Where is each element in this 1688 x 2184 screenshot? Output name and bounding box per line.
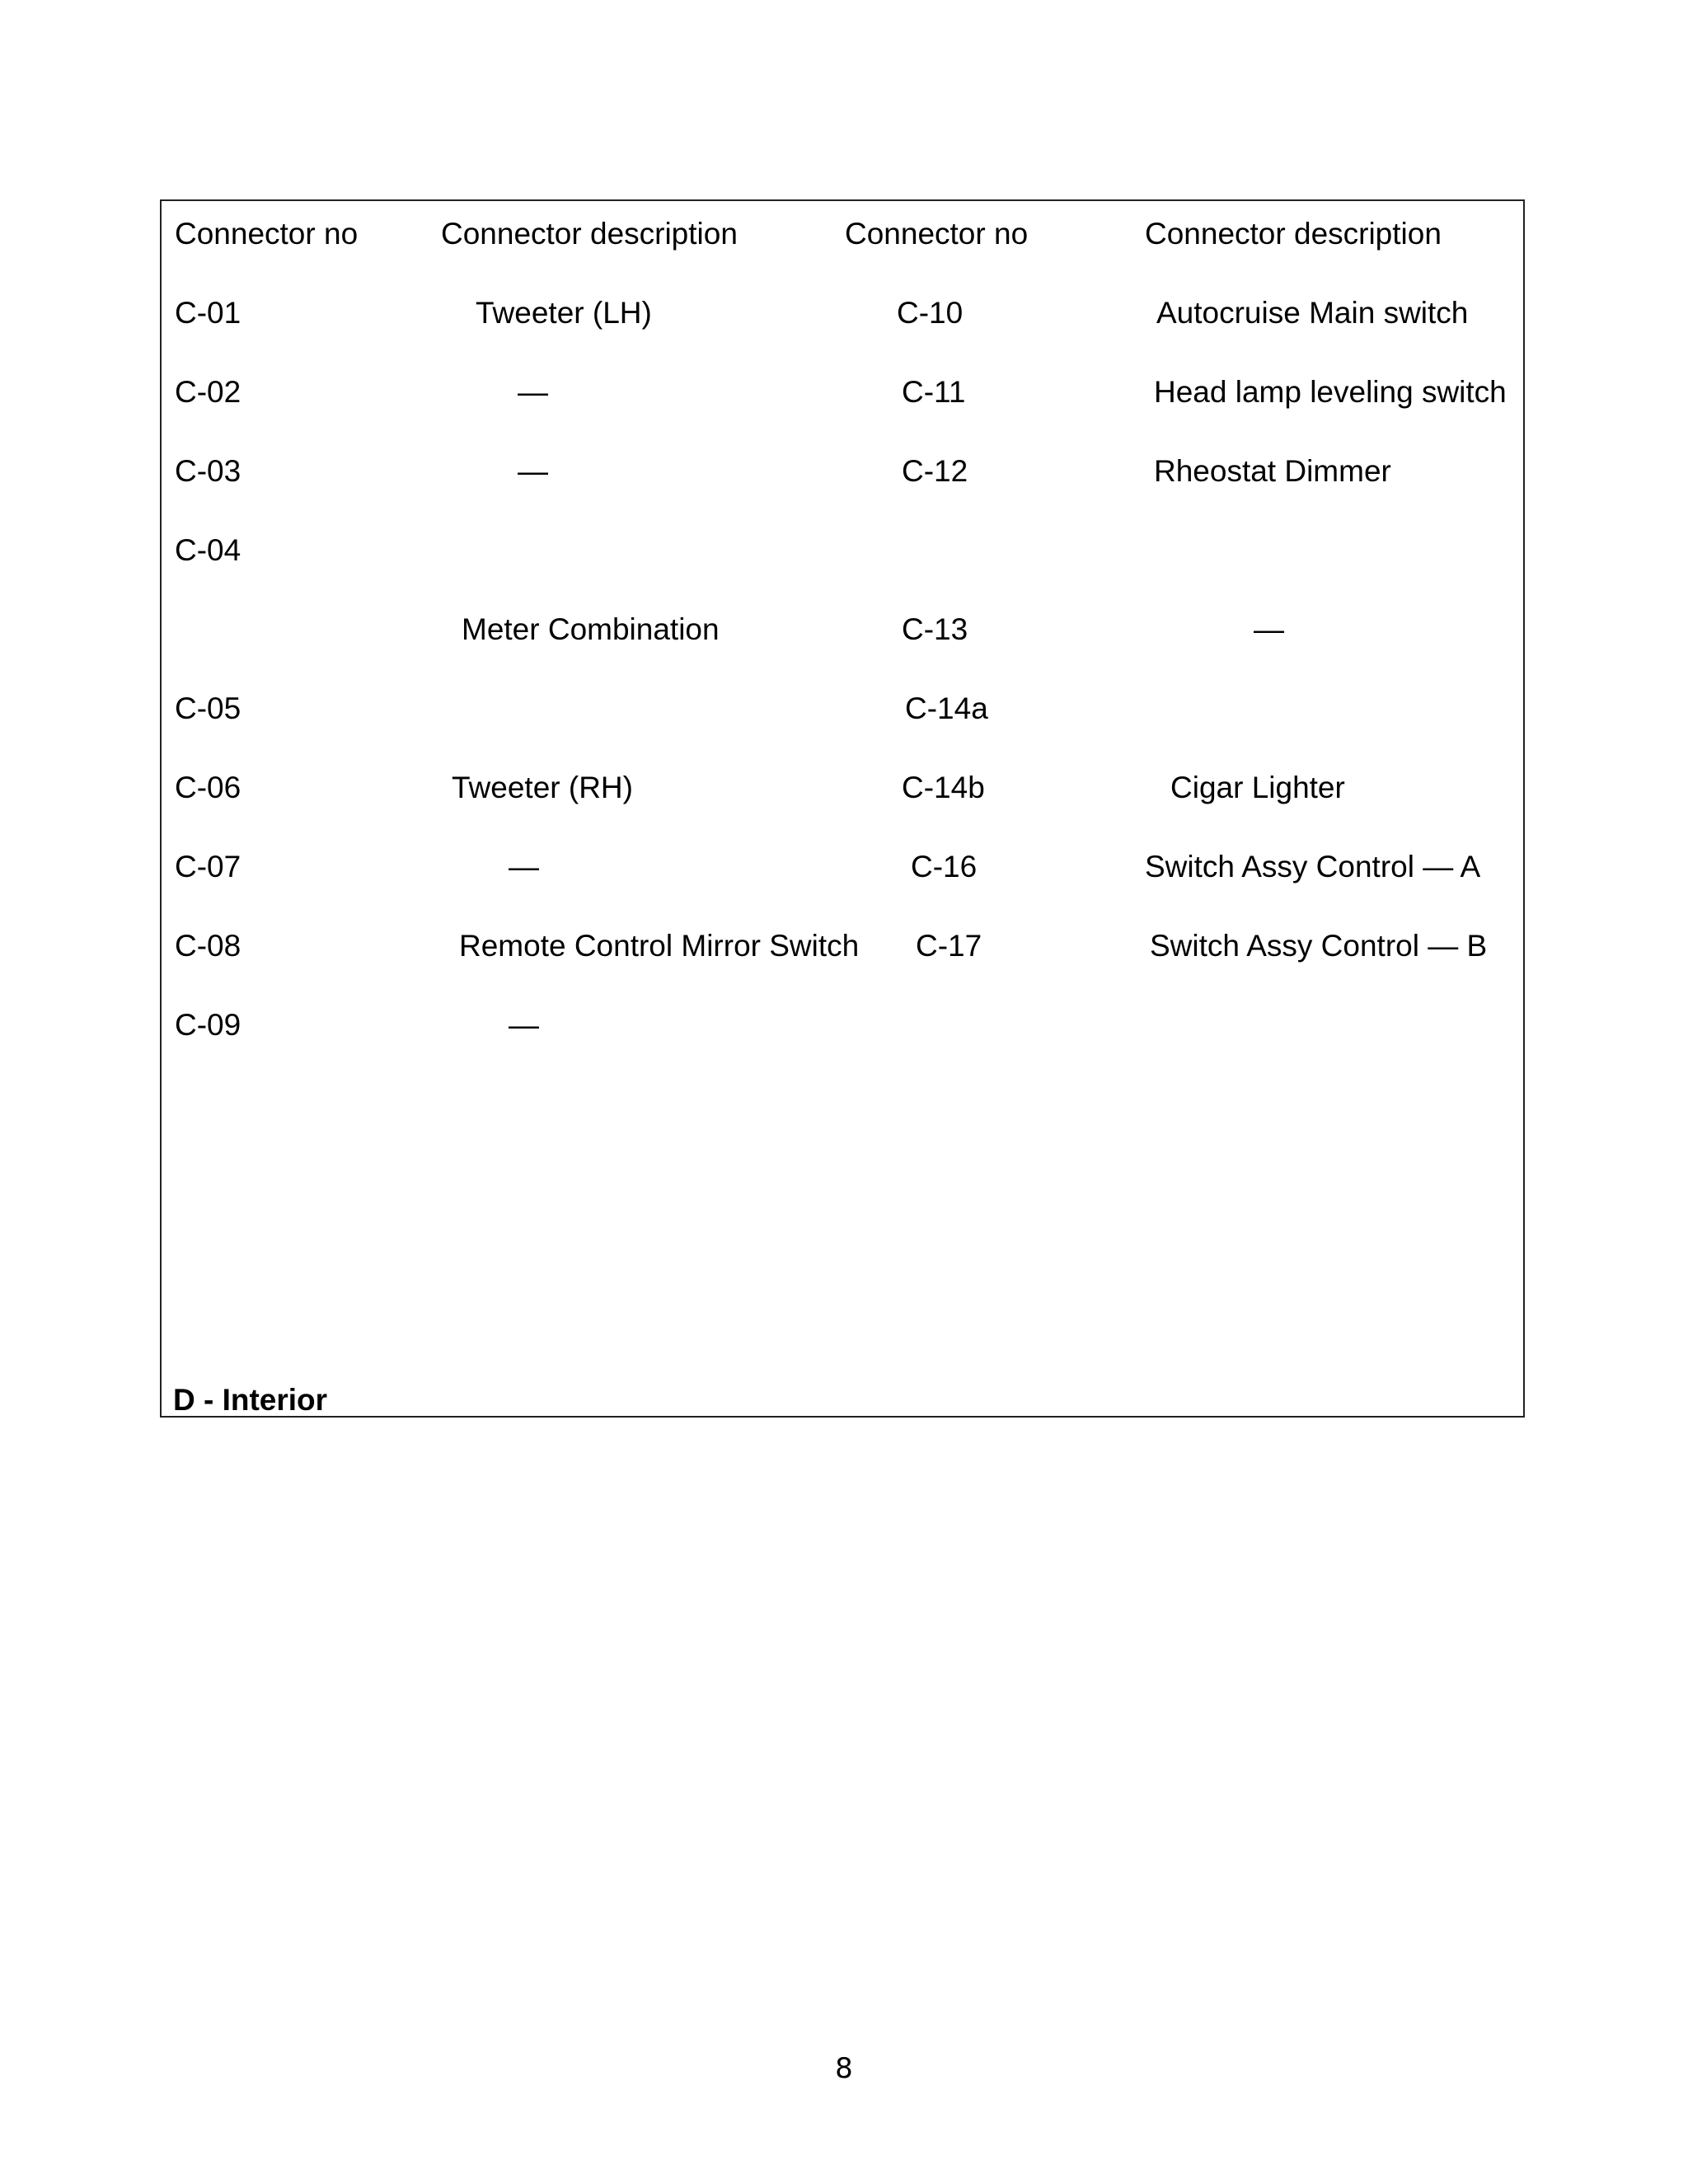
table-cell: C-17 [916, 929, 982, 963]
table-cell: C-05 [175, 691, 241, 725]
table-cell: C-01 [175, 296, 241, 330]
table-cell: Remote Control Mirror Switch [459, 929, 860, 963]
table-cell: C-14b [902, 771, 985, 804]
table-cell: C-10 [897, 296, 964, 330]
table-cell: C-16 [911, 850, 978, 883]
table-cell: Head lamp leveling switch [1154, 375, 1507, 409]
header-connector-no-1: Connector no [175, 217, 359, 251]
table-cell: C-08 [175, 929, 241, 963]
header-connector-no-2: Connector no [845, 217, 1029, 251]
table-cell: — [518, 454, 548, 488]
table-cell: Switch Assy Control — B [1150, 929, 1488, 963]
table-cell: — [518, 375, 548, 409]
table-cell: C-02 [175, 375, 241, 409]
table-cell: C-07 [175, 850, 241, 883]
section-title: D - Interior [173, 1383, 328, 1417]
table-cell: Cigar Lighter [1170, 771, 1345, 804]
table-cell: C-09 [175, 1008, 241, 1042]
header-connector-description-1: Connector description [441, 217, 738, 251]
table-cell: C-13 [902, 612, 968, 646]
table-cell: Rheostat Dimmer [1154, 454, 1391, 488]
table-cell: Meter Combination [462, 612, 720, 646]
table-cell: C-03 [175, 454, 241, 488]
table-cell: C-11 [902, 375, 966, 409]
table-cell: C-12 [902, 454, 968, 488]
table-cell: — [1254, 612, 1284, 646]
table-cell: Tweeter (RH) [452, 771, 633, 804]
table-cell: — [509, 850, 539, 883]
header-connector-description-2: Connector description [1145, 217, 1442, 251]
table-cell: C-14a [905, 691, 988, 725]
table-cell: C-04 [175, 533, 241, 567]
table-cell: Tweeter (LH) [476, 296, 652, 330]
table-cell: — [509, 1008, 539, 1042]
table-cell: Autocruise Main switch [1156, 296, 1469, 330]
page-number: 8 [835, 2052, 853, 2085]
table-cell: Switch Assy Control — A [1145, 850, 1481, 883]
table-cell: C-06 [175, 771, 241, 804]
